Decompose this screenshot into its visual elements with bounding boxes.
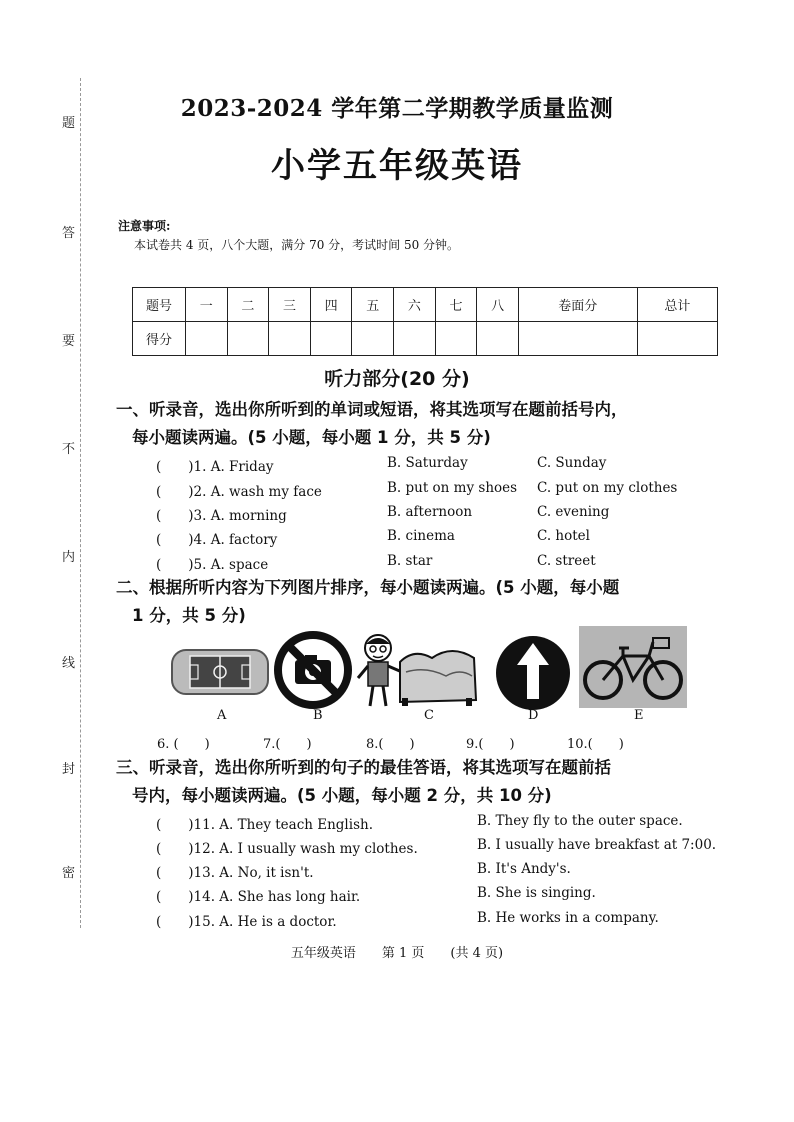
- question-item: ( )3. A. morning: [156, 508, 287, 524]
- table-cell: 得分: [133, 322, 186, 356]
- option-b: B. She is singing.: [477, 885, 596, 901]
- answer-blank[interactable]: 8.( ): [366, 737, 415, 752]
- option-b: B. It's Andy's.: [477, 861, 571, 877]
- arrow-up-sign-icon: [493, 633, 573, 717]
- score-cell[interactable]: [394, 322, 436, 356]
- question-item: ( )1. A. Friday: [156, 459, 274, 475]
- picture-label: B: [313, 708, 323, 723]
- question-heading-line: 1 分，共 5 分): [132, 606, 246, 625]
- option-b: B. cinema: [387, 528, 455, 544]
- table-cell: 六: [394, 288, 436, 322]
- table-cell: 七: [435, 288, 477, 322]
- score-cell[interactable]: [477, 322, 519, 356]
- score-cell[interactable]: [269, 322, 311, 356]
- picture-label: A: [217, 708, 227, 723]
- question-item: ( )14. A. She has long hair.: [156, 889, 361, 905]
- question-heading-line: 二、根据所听内容为下列图片排序，每小题读两遍。(5 小题，每小题: [116, 578, 620, 597]
- option-c: C. hotel: [537, 528, 590, 544]
- football-pitch-icon: [170, 648, 270, 700]
- question-item: ( )13. A. No, it isn't.: [156, 865, 314, 881]
- table-cell: 二: [227, 288, 269, 322]
- question-item: ( )11. A. They teach English.: [156, 817, 373, 833]
- picture-label: D: [528, 708, 539, 723]
- question-heading-line: 每小题读两遍。(5 小题，每小题 1 分，共 5 分): [132, 428, 491, 447]
- table-cell: 五: [352, 288, 394, 322]
- exam-title: 2023-2024 学年第二学期教学质量监测: [180, 95, 614, 122]
- option-c: C. put on my clothes: [537, 480, 678, 496]
- question-item: ( )4. A. factory: [156, 532, 278, 548]
- table-cell: 八: [477, 288, 519, 322]
- boy-with-sofa-icon: [356, 632, 482, 714]
- option-b: B. afternoon: [387, 504, 473, 520]
- seal-char: 封: [62, 762, 76, 777]
- seal-char: 要: [62, 334, 76, 349]
- question-2-heading: [116, 574, 706, 630]
- question-heading-line: 三、听录音，选出你所听到的句子的最佳答语，将其选项写在题前括: [116, 758, 611, 777]
- option-b: B. I usually have breakfast at 7:00.: [477, 837, 717, 853]
- table-cell: 三: [269, 288, 311, 322]
- question-item: ( )5. A. space: [156, 557, 269, 573]
- option-b: B. They fly to the outer space.: [477, 813, 683, 829]
- table-cell: 一: [186, 288, 228, 322]
- seal-char: 密: [62, 866, 76, 881]
- no-camera-sign-icon: [273, 630, 353, 714]
- listening-section-header: 听力部分(20 分): [324, 368, 470, 390]
- seal-char: 不: [62, 442, 76, 457]
- score-table: [132, 287, 718, 356]
- option-b: B. star: [387, 553, 433, 569]
- option-c: C. street: [537, 553, 596, 569]
- question-item: ( )12. A. I usually wash my clothes.: [156, 841, 418, 857]
- page-footer: 五年级英语 第 1 页 (共 4 页): [290, 946, 504, 961]
- question-item: ( )2. A. wash my face: [156, 484, 322, 500]
- seal-char: 内: [62, 550, 76, 565]
- question-1-heading: [116, 396, 706, 452]
- table-cell: 卷面分: [518, 288, 637, 322]
- question-heading-line: 号内，每小题读两遍。(5 小题，每小题 2 分，共 10 分): [132, 786, 552, 805]
- seal-char: 题: [62, 116, 76, 131]
- score-cell[interactable]: [518, 322, 637, 356]
- score-cell[interactable]: [310, 322, 352, 356]
- answer-blank[interactable]: 9.( ): [466, 737, 515, 752]
- bicycle-icon: [579, 626, 687, 712]
- table-cell: 题号: [133, 288, 186, 322]
- option-c: C. Sunday: [537, 455, 607, 471]
- answer-blank[interactable]: 6. ( ): [157, 737, 210, 752]
- option-b: B. He works in a company.: [477, 910, 659, 926]
- picture-label: E: [634, 708, 644, 723]
- notice-body: 本试卷共 4 页，八个大题，满分 70 分，考试时间 50 分钟。: [134, 238, 460, 252]
- answer-blank[interactable]: 7.( ): [263, 737, 312, 752]
- seal-char: 答: [62, 226, 76, 241]
- table-cell: 总计: [637, 288, 717, 322]
- binding-line: [80, 78, 82, 928]
- answer-blank[interactable]: 10.( ): [567, 737, 624, 752]
- picture-label: C: [424, 708, 434, 723]
- score-table-header-row: [133, 288, 718, 322]
- question-heading-line: 一、听录音，选出你所听到的单词或短语，将其选项写在题前括号内，: [116, 400, 628, 419]
- question-item: ( )15. A. He is a doctor.: [156, 914, 337, 930]
- score-cell[interactable]: [637, 322, 717, 356]
- score-cell[interactable]: [186, 322, 228, 356]
- seal-char: 线: [62, 656, 76, 671]
- score-table-score-row: [133, 322, 718, 356]
- exam-subtitle: 小学五年级英语: [271, 146, 523, 186]
- option-b: B. Saturday: [387, 455, 468, 471]
- option-b: B. put on my shoes: [387, 480, 518, 496]
- option-c: C. evening: [537, 504, 610, 520]
- question-3-heading: [116, 754, 706, 810]
- score-cell[interactable]: [352, 322, 394, 356]
- table-cell: 四: [310, 288, 352, 322]
- score-cell[interactable]: [435, 322, 477, 356]
- notice-heading: 注意事项:: [118, 219, 171, 233]
- score-cell[interactable]: [227, 322, 269, 356]
